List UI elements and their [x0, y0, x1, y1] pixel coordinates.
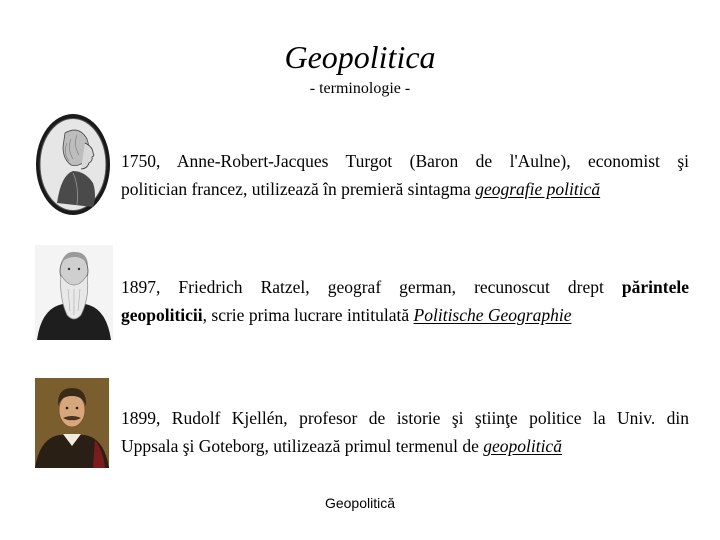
- entry-kjellen-line2: [121, 432, 689, 460]
- entry-turgot: [121, 147, 689, 203]
- entry-turgot-line2-text: politician francez, utilizează în premieră sintagma: [121, 179, 476, 199]
- slide-subtitle: - terminologie -: [309, 80, 411, 97]
- bold-parintele: părintele: [621, 277, 689, 297]
- kjellen-portrait-image: [35, 378, 109, 468]
- entry-ratzel: [121, 273, 689, 329]
- entry-kjellen-line1: 1899, Rudolf Kjellén, profesor de istorie şi ştiinţe politice la Univ. din: [121, 408, 689, 428]
- term-geopolitica: geopolitică: [483, 436, 562, 456]
- entry-turgot-line2: [121, 175, 689, 203]
- entry-ratzel-line1: [121, 273, 689, 301]
- bold-geopoliticii: geopoliticii: [121, 305, 203, 325]
- entry-kjellen-line2-text: Uppsala şi Goteborg, utilizează primul termenul de: [121, 436, 484, 456]
- entry-ratzel-line2-text: , scrie prima lucrare intitulată: [202, 305, 414, 325]
- entry-kjellen: [121, 404, 689, 460]
- entry-ratzel-line1-text: 1897, Friedrich Ratzel, geograf german, recunoscut drept: [121, 277, 622, 297]
- ratzel-portrait-image: [35, 245, 113, 340]
- term-geografie-politica: geografie politică: [475, 179, 601, 199]
- slide-title: Geopolitica: [284, 39, 436, 75]
- term-politische-geographie: Politische Geographie: [413, 305, 572, 325]
- turgot-portrait-image: [35, 113, 111, 216]
- slide-footer: Geopolitică: [324, 495, 396, 511]
- entry-turgot-line1: 1750, Anne-Robert-Jacques Turgot (Baron de l'Aulne), economist şi: [121, 151, 689, 171]
- entry-ratzel-line2: [121, 301, 689, 329]
